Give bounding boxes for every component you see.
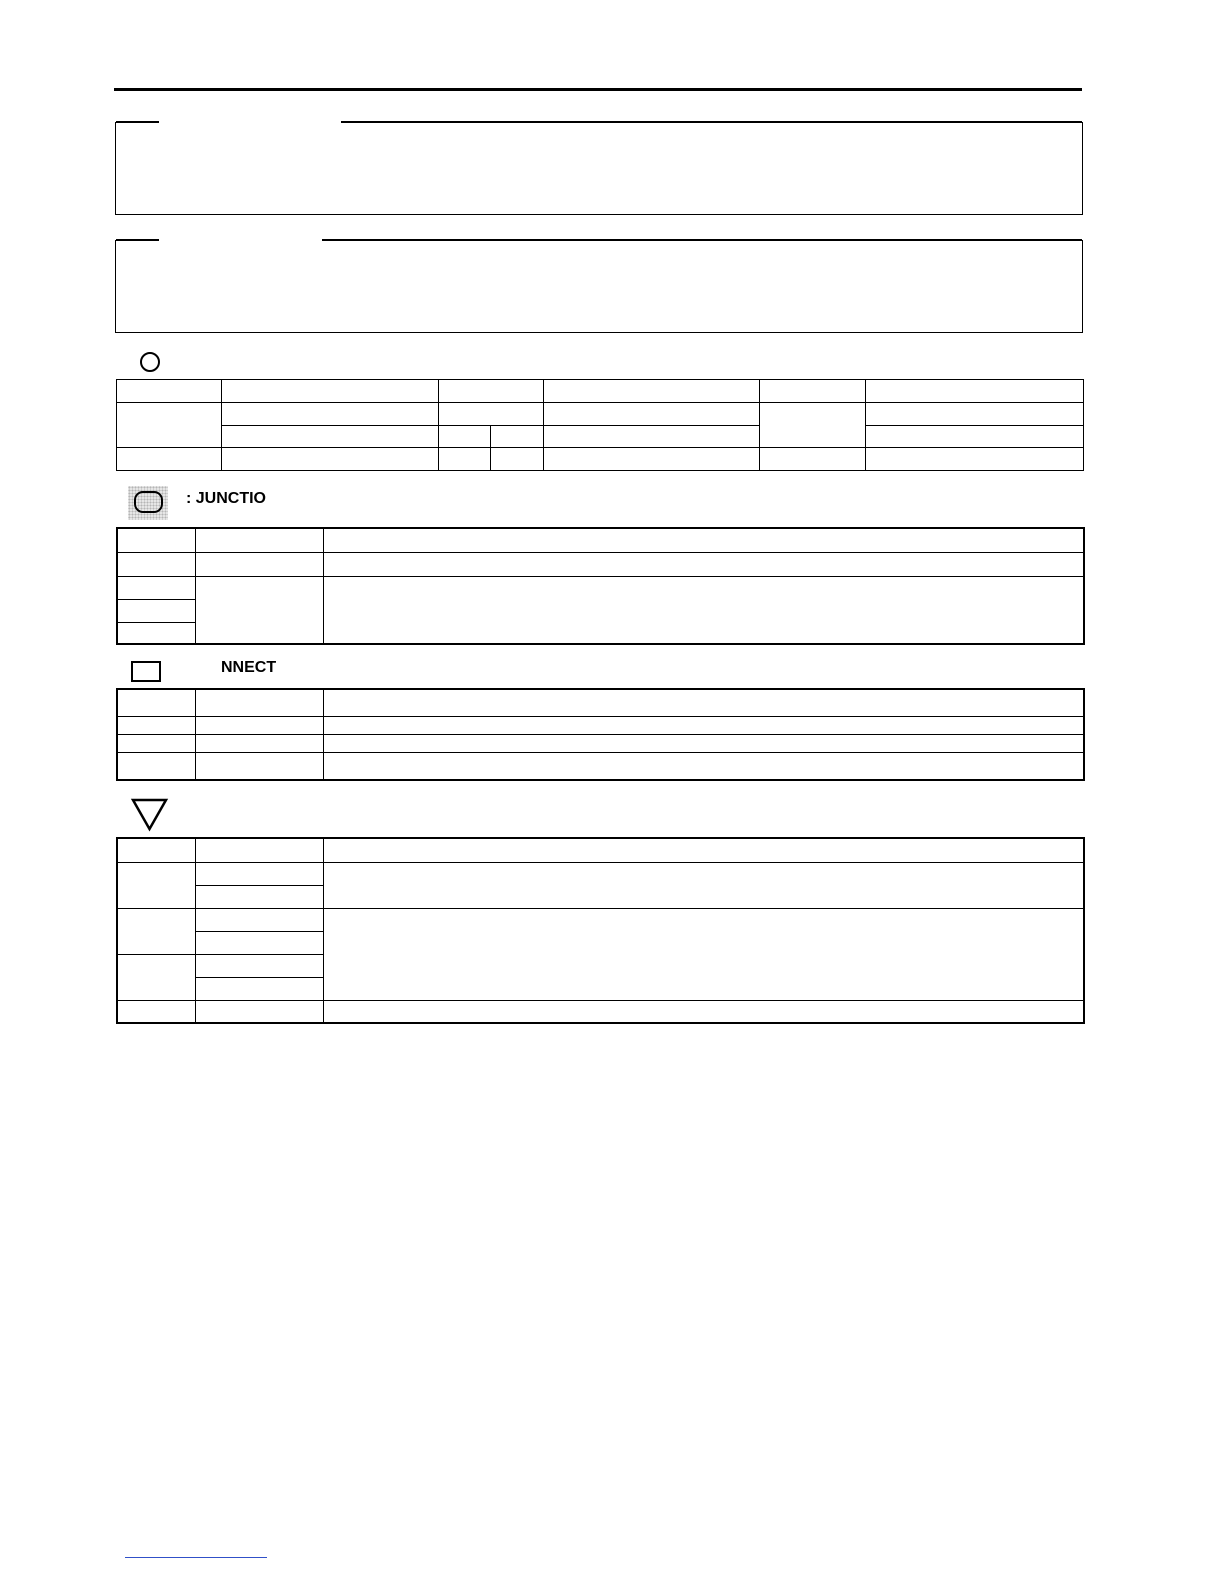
- info-box-1: [115, 122, 1083, 215]
- junction-table: [116, 527, 1085, 645]
- table-row: [117, 689, 1084, 716]
- table-row: [117, 576, 1084, 599]
- table-row: [117, 425, 1084, 448]
- info-box-2: [115, 240, 1083, 333]
- table-row: [117, 908, 1084, 931]
- table-row: [117, 380, 1084, 403]
- ground-table: [116, 837, 1085, 1024]
- location-table: [116, 379, 1084, 471]
- table-row: [117, 753, 1084, 780]
- connector-label: NNECT: [221, 659, 277, 676]
- table-row: [117, 716, 1084, 734]
- table-row: [117, 528, 1084, 552]
- table-row: [117, 402, 1084, 425]
- top-rule: [114, 88, 1082, 91]
- ground-triangle-icon: [130, 798, 170, 832]
- table-row: [117, 838, 1084, 862]
- table-row: [117, 734, 1084, 752]
- junction-block-icon: [134, 491, 163, 513]
- table-row: [117, 862, 1084, 885]
- footer-link-underline[interactable]: [125, 1557, 267, 1558]
- connector-table: [116, 688, 1085, 781]
- table-row: [117, 552, 1084, 576]
- table-row: [117, 1000, 1084, 1023]
- junction-label: : JUNCTIO: [186, 490, 266, 507]
- connector-icon: [131, 661, 161, 682]
- table-row: [117, 448, 1084, 471]
- circle-location-icon: [140, 352, 160, 372]
